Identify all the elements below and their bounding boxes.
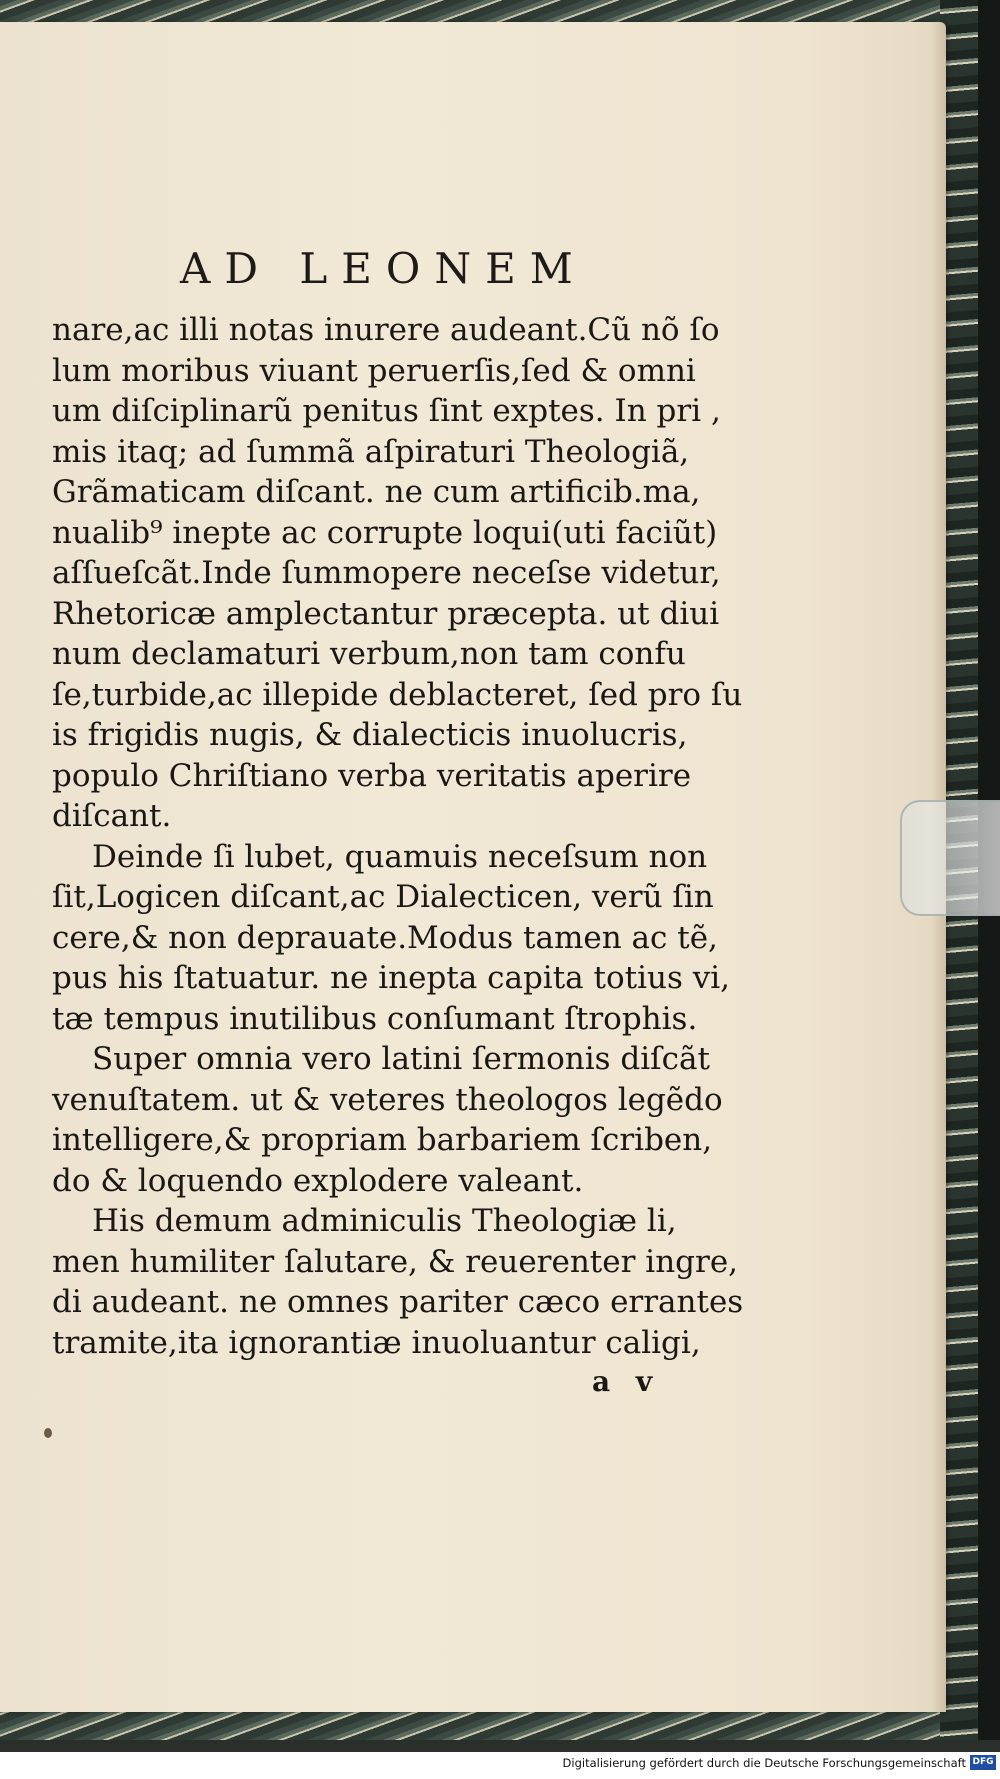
book-page (0, 22, 946, 1712)
text-line: intelligere,& propriam barbariem ſcriben, (52, 1122, 713, 1158)
text-line: aſſueſcãt.Inde ſummopere neceſse videtur, (52, 555, 721, 591)
text-line: Rhetoricæ amplectantur præcepta. ut diui (52, 595, 720, 632)
text-line: is frigidis nugis, & dialecticis inuolucris, (52, 717, 688, 753)
text-line: ſe,turbide,ac illepide deblacteret, ſed pro ſu (52, 676, 743, 713)
text-line: num declamaturi verbum,non tam confu (52, 636, 686, 672)
footer-bar (0, 1752, 1000, 1779)
text-line: di audeant. ne omnes pariter cæco errantes (52, 1284, 744, 1320)
digitization-credit: Digitalisierung gefördert durch die Deutsche Forschungsgemeinschaft (562, 1756, 966, 1770)
text-line: populo Chriſtiano verba veritatis aperire (52, 757, 692, 794)
text-line: Grãmaticam diſcant. ne cum artificib.ma, (52, 474, 701, 510)
dfg-logo: DFG (970, 1755, 996, 1770)
text-line: Deinde ſi lubet, quamuis neceſsum non (92, 838, 708, 875)
text-line: um diſciplinarũ penitus ſint exptes. In pri , (52, 393, 721, 429)
text-line: nare,ac illi notas inurere audeant.Cũ nõ ſo (52, 312, 720, 348)
text-line: venuſtatem. ut & veteres theologos legẽdo (52, 1081, 723, 1118)
page-clip (900, 800, 1000, 916)
paper-speck (44, 1428, 52, 1438)
text-line: His demum adminiculis Theologiæ li, (92, 1203, 677, 1239)
text-line: tramite,ita ignorantiæ inuoluantur caligi, (52, 1324, 701, 1361)
text-line: do & loquendo explodere valeant. (52, 1162, 584, 1199)
text-line: diſcant. (52, 798, 172, 834)
text-line: pus his ſtatuatur. ne inepta capita totius vi, (52, 960, 731, 996)
text-line: Super omnia vero latini ſermonis diſcãt (92, 1041, 710, 1077)
text-line: nualib⁹ inepte ac corrupte loqui(uti faciũt) (52, 514, 718, 551)
text-line: mis itaq; ad ſummã aſpiraturi Theologiã, (52, 433, 690, 470)
text-line: cere,& non deprauate.Modus tamen ac tẽ, (52, 919, 718, 956)
page-text (52, 310, 744, 1363)
signature-mark: a v (592, 1365, 661, 1398)
text-line: tæ tempus inutilibus conſumant ſtrophis. (52, 1000, 698, 1037)
text-line: lum moribus viuant peruerſis,ſed & omni (52, 352, 696, 389)
running-head: AD LEONEM (180, 244, 587, 293)
text-line: ſit,Logicen diſcant,ac Dialecticen, verũ ſin (52, 879, 714, 915)
text-line: men humiliter ſalutare, & reuerenter ingre, (52, 1243, 739, 1280)
